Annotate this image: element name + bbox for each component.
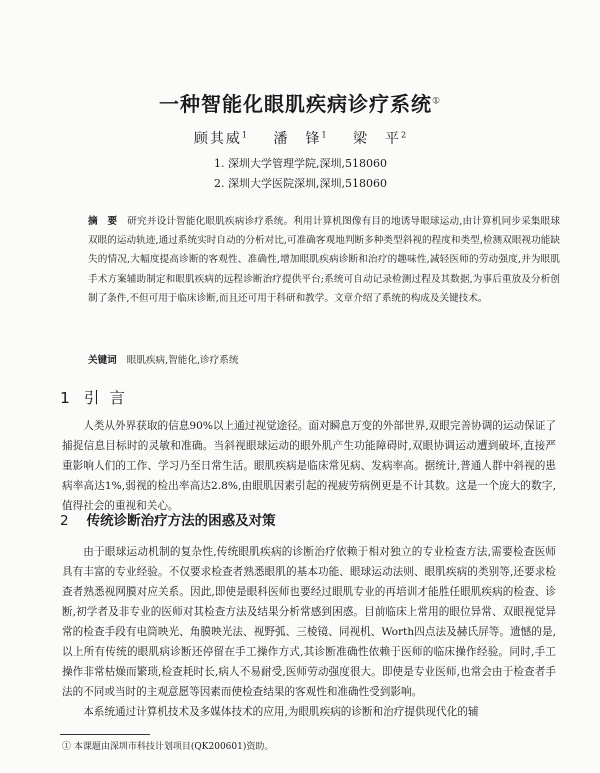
title-footnote-mark: ① [431, 96, 442, 107]
title-text: 一种智能化眼肌疾病诊疗系统 [158, 92, 432, 116]
section-1-heading [60, 386, 135, 408]
footnote-mark: ① [62, 742, 72, 752]
keywords-label: 关键词 [88, 355, 117, 366]
section-title: 引言 [83, 389, 135, 407]
keywords-text: 眼肌疾病,智能化,诊疗系统 [126, 355, 239, 366]
author: 潘 锋$^1$ [273, 130, 327, 147]
section-title: 传统诊断治疗方法的困惑及对策 [86, 513, 276, 529]
paper-title [0, 88, 600, 117]
footnote-text: 本课题由深圳市科技计划项目(QK200601)资助。 [73, 742, 274, 752]
section-2-heading [60, 509, 276, 529]
author: 顾其威$^1$ [193, 130, 247, 147]
affiliation-1: 1. 深圳大学管理学院,深圳,518060 [214, 157, 387, 170]
section-number: 1 [60, 389, 70, 407]
keywords [88, 352, 560, 366]
abstract-text: 研究并设计智能化眼肌疾病诊疗系统。利用计算机图像有目的地诱导眼球运动,由计算机同步采集眼球双眼的运动轨迹,通过系统实时自动的分析对比,可准确客观地判断多种类型斜视的程度和类型,检测双眼视功能缺失的情况,大幅度提高诊断的客观性、准确性,增加眼肌疾病诊断和治疗的趣味性,减轻医师的劳动强度,并为眼肌手术方案辅助制定和眼肌疾病的远程诊断治疗提供平台;系统可自动记录检测过程及其数据,为事后重放及分析创制了条件,不但可用于临床诊断,而且还可用于科研和教学。文章介绍了系统的构成及关键技术。 [88, 216, 560, 304]
footnote [62, 739, 273, 752]
section-number: 2 [60, 513, 69, 529]
abstract [88, 212, 560, 308]
section-2-paragraph-2: 本系统通过计算机技术及多媒体技术的应用,为眼肌疾病的诊断和治疗提供现代化的辅 [83, 706, 479, 718]
footnote-divider [60, 734, 150, 735]
section-2-paragraph-1: 由于眼球运动机制的复杂性,传统眼肌疾病的诊断治疗依赖于相对独立的专业检查方法,需要检查医师具有丰富的专业经验。不仅要求检查者熟悉眼肌的基本功能、眼球运动法则、眼肌疾病的类别等,还要求检查者熟悉视网膜对应关系。因此,即使是眼科医师也要经过眼肌专业的再培训才能胜任眼肌疾病的检查、诊断,初学者及非专业的医师对其检查方法及结果分析常感到困惑。目前临床上常用的眼位异常、双眼视觉异常的检查手段有电筒映光、角膜映光法、视野弧、三棱镜、同视机、Worth四点法及赫氏屏等。遗憾的是,以上所有传统的眼肌病诊断还停留在手工操作方式,其诊断准确性依赖于医师的临床操作经验。同时,手工操作非常枯燥而繁琐,检查耗时长,病人不易耐受,医师劳动强度很大。即使是专业医师,也常会由于检查者手法的不同或当时的主观意愿等因素而使检查结果的客观性和准确性受到影响。 [62, 546, 556, 698]
abstract-label: 摘 要 [88, 216, 118, 227]
section-1-paragraph: 人类从外界获取的信息90%以上通过视觉途径。面对瞬息万变的外部世界,双眼完善协调的运动保证了捕捉信息目标时的灵敏和准确。当斜视眼球运动的眼外肌产生功能障碍时,双眼协调运动遭到破坏,直接严重影响人们的工作、学习乃至日常生活。眼肌疾病是临床常见病、发病率高。据统计,普通人群中斜视的患病率高达1%,弱视的检出率高达2.8%,由眼肌因素引起的视疲劳病例更是不计其数。这是一个庞大的数字,值得社会的重视和关心。 [62, 420, 556, 512]
author-list [0, 128, 600, 148]
author: 梁 平$^2$ [353, 130, 407, 147]
affiliation-2: 2. 深圳大学医院深圳,深圳,518060 [214, 177, 387, 190]
